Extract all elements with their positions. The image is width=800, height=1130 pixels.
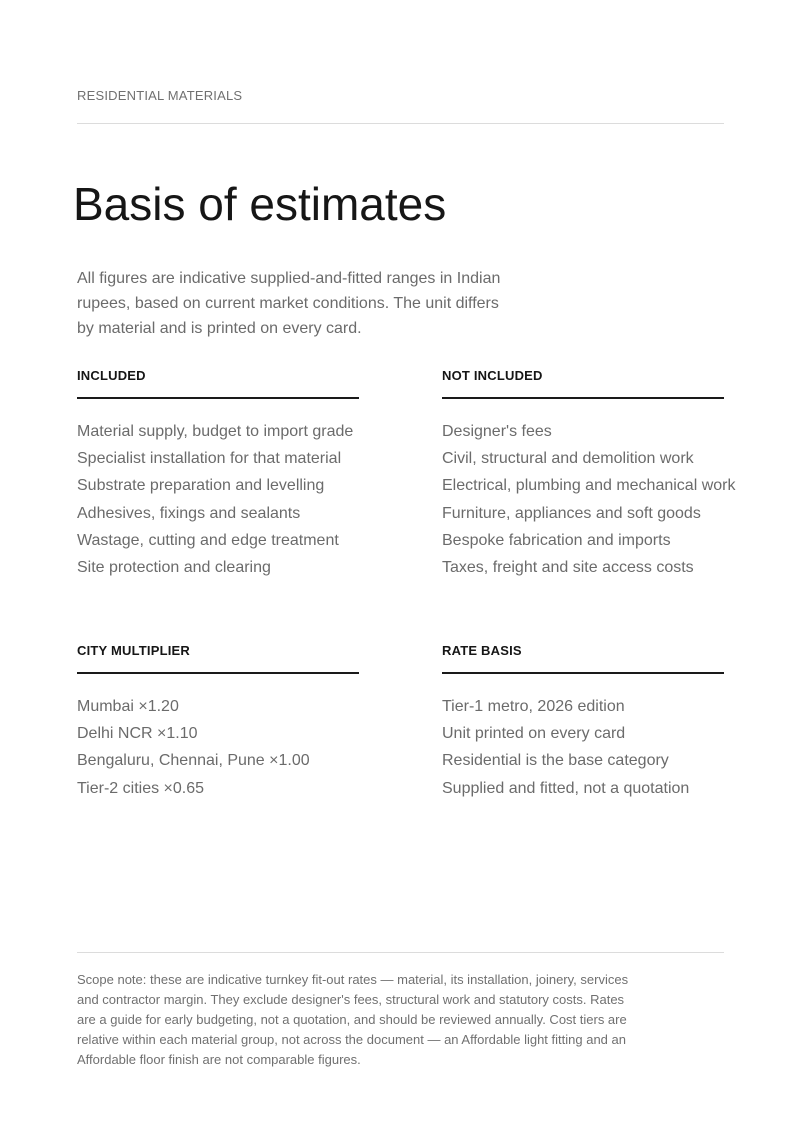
- list-item: Unit printed on every card: [442, 725, 626, 743]
- intro-paragraph: All figures are indicative supplied-and-fitted ranges in Indian rupees, based on current market conditions. The unit differs by material and is printed on every card.: [77, 270, 501, 337]
- list-item: Material supply, budget to import grade: [77, 423, 354, 440]
- city-multiplier-heading: CITY MULTIPLIER: [77, 643, 191, 658]
- rate-basis-list: [442, 693, 724, 802]
- list-item: Site protection and clearing: [77, 559, 271, 577]
- scope-note: Scope note: these are indicative turnkey fit-out rates — material, its installation, joinery, services and contractor margin. They exclude designer's fees, structural work and statutory costs. Rates are a guide for early budgeting, not a quotation, and should be reviewed annually. Cost tiers are relative within each material group, not across the document — an Affordable light fitting and an Affordable floor finish are not comparable figures.: [77, 972, 629, 1067]
- list-item: Electrical, plumbing and mechanical work: [442, 477, 736, 495]
- list-item: Civil, structural and demolition work: [442, 450, 694, 468]
- list-item: Substrate preparation and levelling: [77, 477, 325, 495]
- list-item: Bespoke fabrication and imports: [442, 531, 671, 549]
- list-item: Designer's fees: [442, 423, 552, 440]
- bottom-divider: [77, 952, 724, 953]
- included-list: [77, 418, 359, 581]
- list-item: Tier-2 cities ×0.65: [77, 779, 205, 797]
- top-divider: [77, 123, 724, 124]
- included-heading: INCLUDED: [77, 368, 146, 383]
- list-item: Furniture, appliances and soft goods: [442, 504, 701, 522]
- not-included-rule: [442, 397, 724, 399]
- category-label: RESIDENTIAL MATERIALS: [77, 88, 243, 103]
- list-item: Delhi NCR ×1.10: [77, 725, 198, 743]
- included-section: [77, 366, 359, 581]
- page-title: Basis of estimates: [73, 178, 447, 230]
- not-included-section: [442, 366, 736, 581]
- document-page: [73, 0, 736, 1130]
- rate-basis-heading: RATE BASIS: [442, 643, 522, 658]
- list-item: Tier-1 metro, 2026 edition: [442, 698, 625, 715]
- rate-basis-rule: [442, 672, 724, 674]
- list-item: Residential is the base category: [442, 752, 669, 770]
- list-item: Taxes, freight and site access costs: [442, 559, 694, 577]
- not-included-heading: NOT INCLUDED: [442, 368, 543, 383]
- city-multiplier-rule: [77, 672, 359, 674]
- not-included-list: [442, 418, 736, 581]
- list-item: Wastage, cutting and edge treatment: [77, 531, 339, 549]
- rate-basis-section: [442, 641, 724, 802]
- included-rule: [77, 397, 359, 399]
- list-item: Bengaluru, Chennai, Pune ×1.00: [77, 752, 310, 770]
- list-item: Supplied and fitted, not a quotation: [442, 779, 690, 797]
- city-multiplier-list: [77, 693, 359, 802]
- list-item: Mumbai ×1.20: [77, 698, 179, 715]
- list-item: Specialist installation for that material: [77, 450, 342, 468]
- city-multiplier-section: [77, 641, 359, 802]
- list-item: Adhesives, fixings and sealants: [77, 504, 301, 522]
